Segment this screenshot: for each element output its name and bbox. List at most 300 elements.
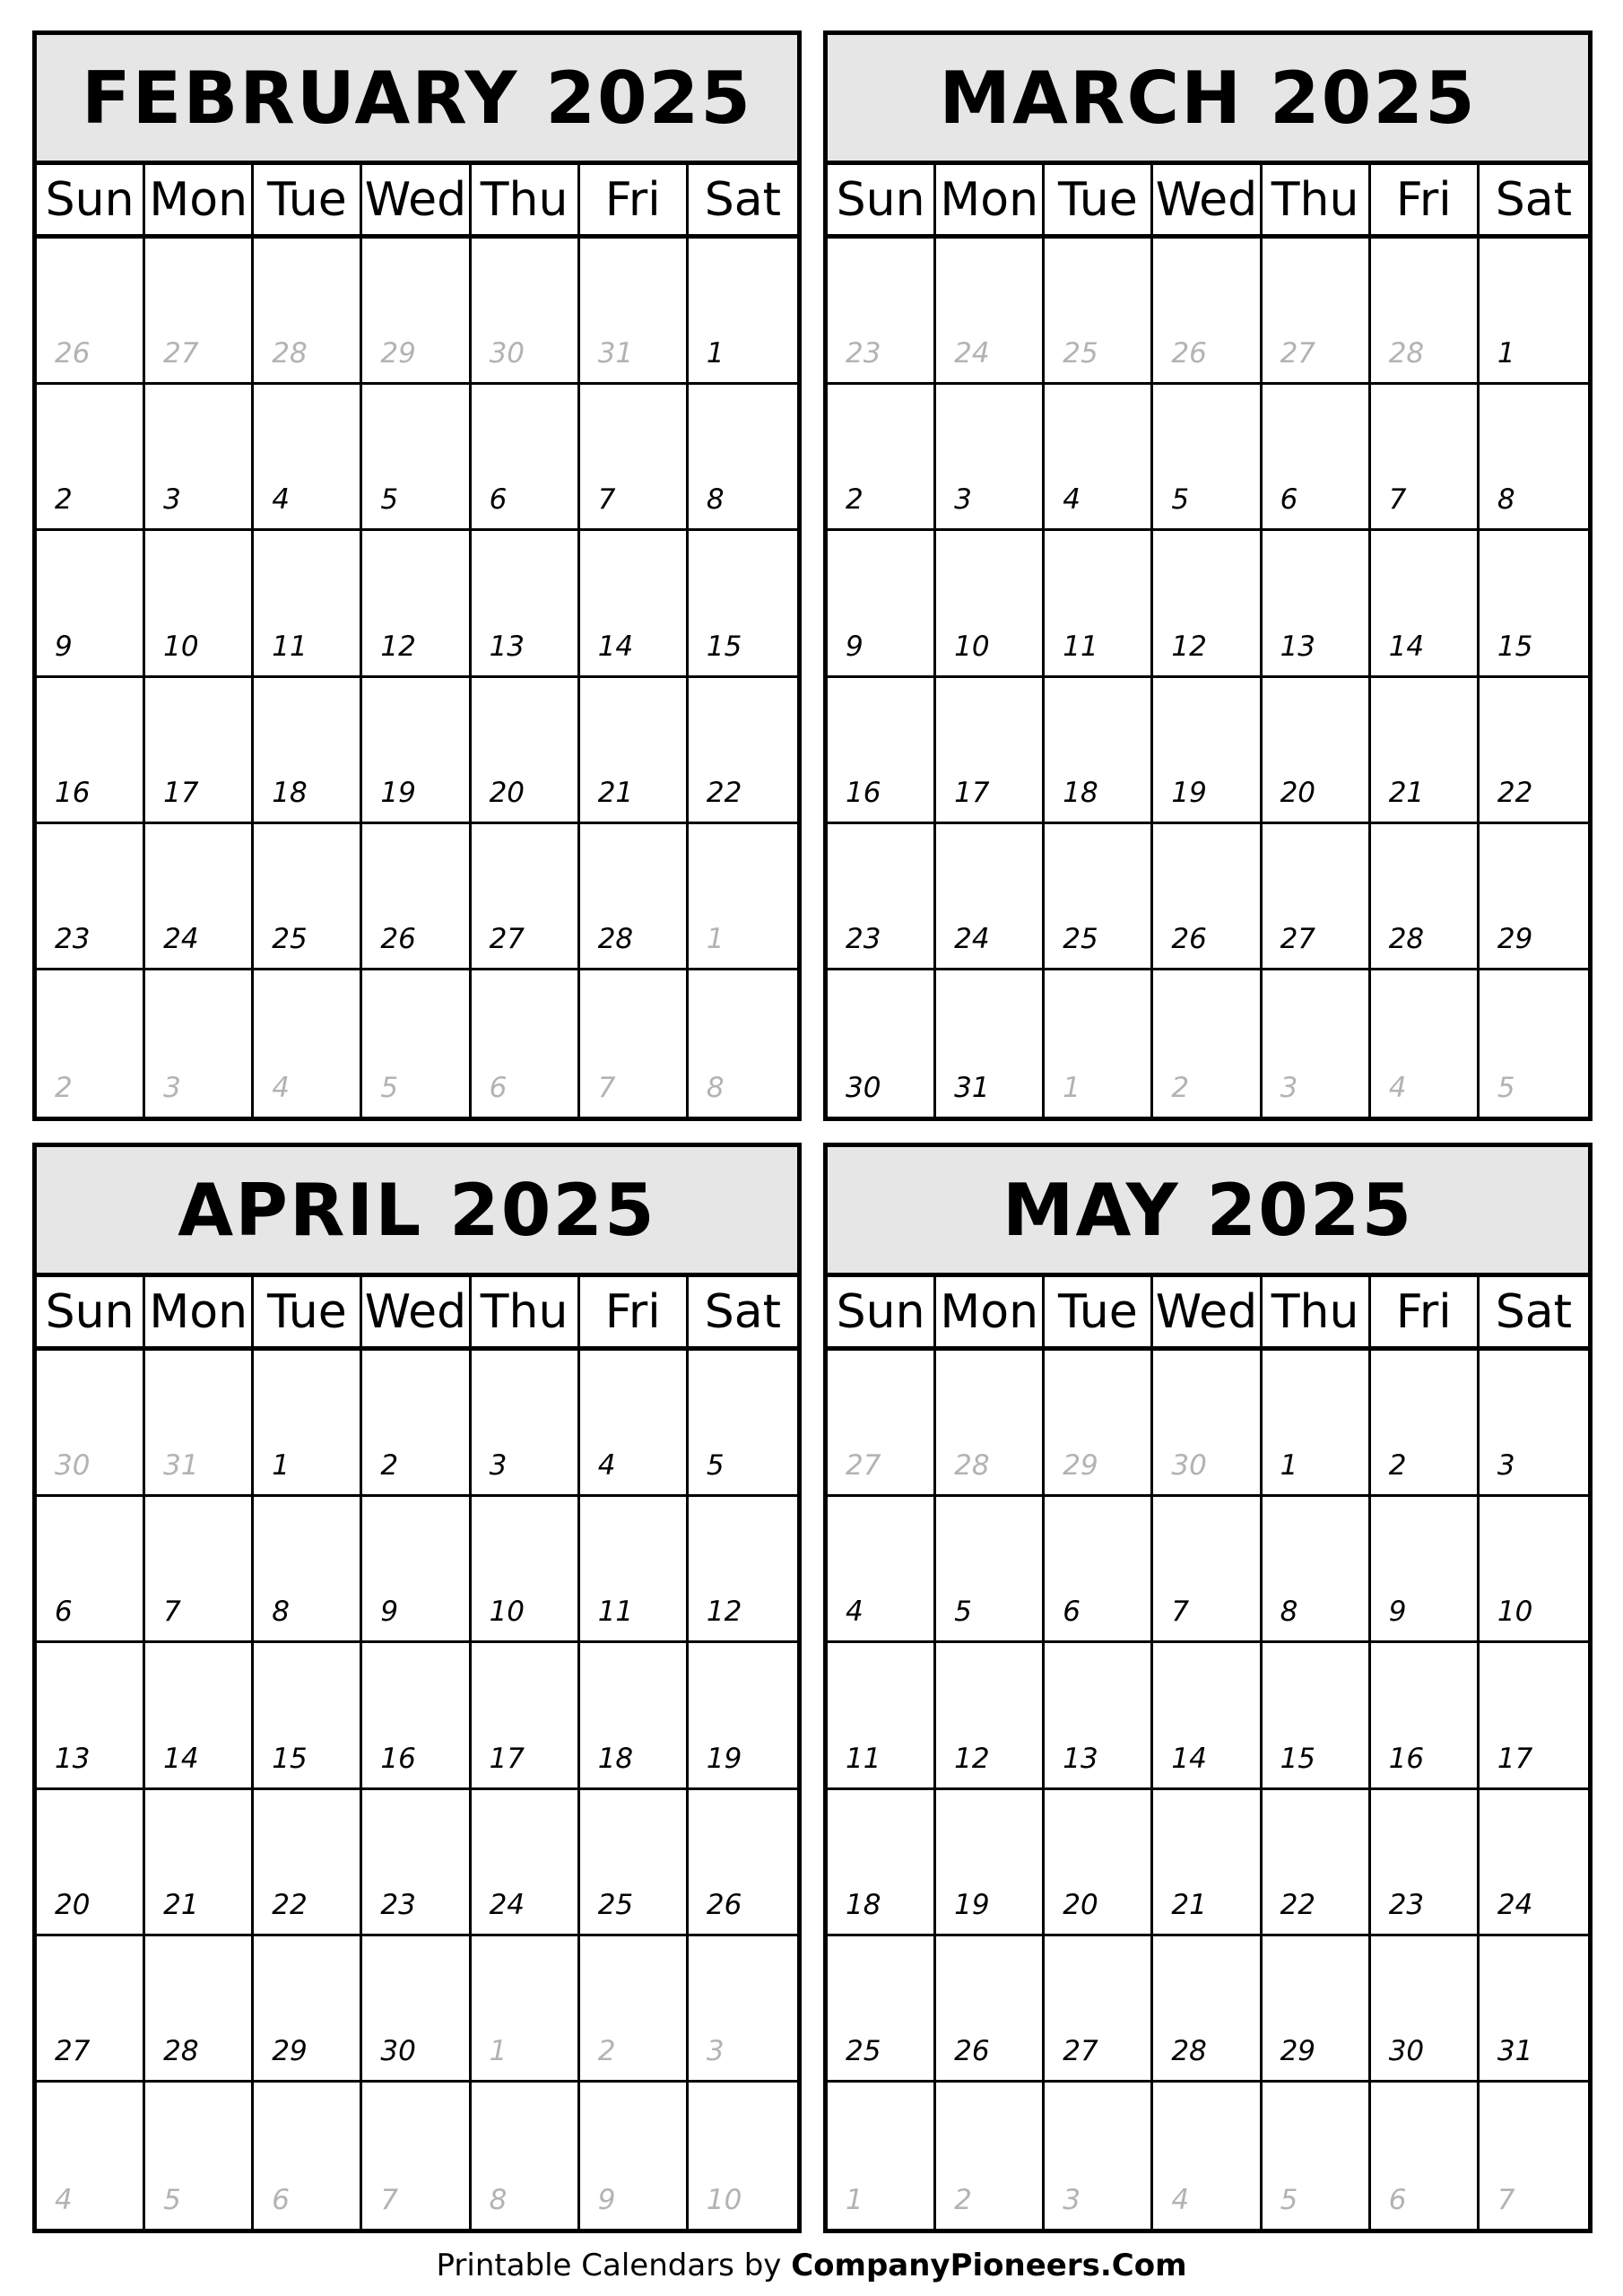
day-number-other-month: 30 [489, 337, 525, 370]
day-cell [1480, 1351, 1588, 1497]
day-number: 27 [55, 2034, 91, 2067]
day-number: 26 [380, 922, 416, 955]
day-cell [145, 1936, 254, 2083]
day-cell [936, 531, 1045, 677]
day-cell [1263, 1936, 1371, 2083]
day-number: 17 [489, 1742, 525, 1775]
day-cell [936, 385, 1045, 531]
day-cell [1371, 1643, 1480, 1789]
day-number-other-month: 27 [163, 337, 199, 370]
day-number-other-month: 31 [597, 337, 634, 370]
day-cell [936, 1936, 1045, 2083]
day-cell [254, 239, 362, 385]
weekday-label: Sun [828, 1277, 936, 1346]
day-number: 25 [597, 1888, 634, 1921]
day-cell [37, 970, 145, 1117]
day-cell [1153, 1790, 1262, 1936]
day-number: 4 [597, 1449, 616, 1483]
day-cell [828, 1497, 936, 1643]
day-cell [362, 2083, 471, 2229]
day-number-other-month: 3 [1063, 2184, 1081, 2216]
day-number: 16 [380, 1742, 416, 1775]
weekday-label: Mon [145, 1277, 254, 1346]
day-number: 23 [380, 1888, 416, 1921]
day-number: 25 [272, 922, 308, 955]
day-number: 13 [489, 630, 525, 663]
day-cell [472, 1936, 580, 2083]
day-cell [37, 531, 145, 677]
day-number: 25 [1063, 922, 1098, 955]
day-number: 8 [1280, 1596, 1298, 1629]
day-cell [254, 970, 362, 1117]
day-number: 3 [954, 483, 972, 517]
weekday-label: Thu [472, 1277, 580, 1346]
day-cell [145, 1643, 254, 1789]
day-cell [145, 824, 254, 970]
day-number: 7 [163, 1596, 181, 1629]
day-cell [37, 1643, 145, 1789]
day-cell [362, 1643, 471, 1789]
weekday-label: Sun [37, 165, 145, 234]
day-number-other-month: 7 [597, 1072, 616, 1104]
day-cell [472, 824, 580, 970]
day-cell [936, 239, 1045, 385]
weekday-label: Wed [362, 1277, 471, 1346]
day-cell [1045, 385, 1153, 531]
day-cell [1153, 385, 1262, 531]
day-number-other-month: 2 [55, 1072, 73, 1104]
day-cell [37, 385, 145, 531]
day-cell [828, 1643, 936, 1789]
day-number-other-month: 4 [1388, 1072, 1407, 1104]
day-number: 27 [1280, 922, 1316, 955]
day-number-other-month: 28 [272, 337, 308, 370]
day-cell [1045, 1497, 1153, 1643]
day-number-other-month: 3 [163, 1072, 181, 1104]
day-number: 3 [163, 483, 181, 517]
day-number-other-month: 8 [489, 2184, 508, 2216]
day-number: 29 [1497, 922, 1533, 955]
day-cell [1263, 385, 1371, 531]
day-cell [254, 824, 362, 970]
day-cell [1045, 824, 1153, 970]
weekday-label: Wed [1153, 1277, 1262, 1346]
weekday-label: Sat [704, 172, 782, 227]
weekday-label: Sat [704, 1284, 782, 1339]
day-cell [1263, 970, 1371, 1117]
day-cell [362, 824, 471, 970]
day-cell [1480, 385, 1588, 531]
day-number-other-month: 1 [846, 2184, 864, 2216]
day-cell [828, 531, 936, 677]
day-number: 10 [954, 630, 990, 663]
day-number-other-month: 4 [55, 2184, 73, 2216]
day-cell [580, 824, 689, 970]
day-number: 20 [1280, 776, 1316, 809]
day-cell [362, 239, 471, 385]
day-number-other-month: 28 [954, 1449, 990, 1483]
day-number-other-month: 3 [706, 2034, 725, 2067]
day-grid [37, 239, 797, 1117]
calendar-april [32, 1143, 802, 2233]
day-cell [689, 385, 797, 531]
day-number-other-month: 27 [1280, 337, 1316, 370]
day-cell [1263, 678, 1371, 824]
day-cell [254, 1643, 362, 1789]
weekday-label: Tue [1045, 1277, 1153, 1346]
day-cell [1045, 531, 1153, 677]
day-number-other-month: 24 [954, 337, 990, 370]
day-cell [580, 1643, 689, 1789]
day-number: 12 [1171, 630, 1207, 663]
calendar-may [823, 1143, 1593, 2233]
day-cell [1153, 1497, 1262, 1643]
weekday-header-row [37, 1277, 797, 1351]
day-number-other-month: 30 [55, 1449, 91, 1483]
day-cell [828, 2083, 936, 2229]
day-number: 5 [954, 1596, 972, 1629]
day-number: 28 [1388, 922, 1425, 955]
day-number: 19 [380, 776, 416, 809]
day-number-other-month: 1 [706, 922, 725, 955]
day-number: 23 [846, 922, 881, 955]
weekday-label: Wed [1153, 165, 1262, 234]
day-cell [472, 239, 580, 385]
day-number: 11 [272, 630, 308, 663]
day-cell [828, 1936, 936, 2083]
day-number-other-month: 28 [1388, 337, 1425, 370]
day-number: 31 [1497, 2034, 1533, 2067]
day-number: 29 [1280, 2034, 1316, 2067]
day-number: 20 [489, 776, 525, 809]
day-number-other-month: 5 [380, 1072, 399, 1104]
day-cell [580, 2083, 689, 2229]
day-number-other-month: 9 [597, 2184, 616, 2216]
day-cell [1045, 1351, 1153, 1497]
day-cell [1480, 239, 1588, 385]
day-number: 30 [380, 2034, 416, 2067]
day-cell [580, 1351, 689, 1497]
day-cell [37, 1936, 145, 2083]
day-number: 12 [706, 1596, 742, 1629]
day-number: 18 [1063, 776, 1098, 809]
day-number: 26 [1171, 922, 1207, 955]
day-cell [362, 678, 471, 824]
day-number-other-month: 8 [706, 1072, 725, 1104]
day-cell [1371, 1936, 1480, 2083]
day-cell [254, 1351, 362, 1497]
day-number-other-month: 2 [597, 2034, 616, 2067]
day-cell [254, 2083, 362, 2229]
day-cell [1153, 824, 1262, 970]
day-cell [1045, 1790, 1153, 1936]
day-grid [37, 1351, 797, 2229]
day-number-other-month: 2 [1171, 1072, 1190, 1104]
day-number: 10 [163, 630, 199, 663]
day-cell [580, 385, 689, 531]
day-number: 27 [489, 922, 525, 955]
day-number: 22 [1497, 776, 1533, 809]
day-cell [580, 1790, 689, 1936]
day-number-other-month: 23 [846, 337, 881, 370]
day-cell [936, 1643, 1045, 1789]
day-cell [689, 1351, 797, 1497]
day-cell [1371, 239, 1480, 385]
day-number: 30 [846, 1072, 881, 1104]
day-cell [580, 531, 689, 677]
day-number: 5 [1171, 483, 1190, 517]
day-cell [828, 239, 936, 385]
day-cell [1153, 1351, 1262, 1497]
day-number-other-month: 30 [1171, 1449, 1207, 1483]
day-cell [1263, 1790, 1371, 1936]
footer-credit [0, 2248, 1623, 2283]
day-number: 5 [380, 483, 399, 517]
day-number: 27 [1063, 2034, 1098, 2067]
day-cell [1371, 824, 1480, 970]
day-cell [254, 385, 362, 531]
day-number: 9 [1388, 1596, 1407, 1629]
day-cell [145, 385, 254, 531]
day-cell [1371, 385, 1480, 531]
day-number: 18 [272, 776, 308, 809]
day-cell [472, 385, 580, 531]
day-cell [936, 1790, 1045, 1936]
day-number-other-month: 5 [1280, 2184, 1298, 2216]
day-cell [580, 1936, 689, 2083]
weekday-label: Tue [254, 1277, 362, 1346]
day-cell [362, 1497, 471, 1643]
day-number: 21 [1171, 1888, 1207, 1921]
day-number: 8 [272, 1596, 291, 1629]
day-cell [472, 1351, 580, 1497]
day-number: 28 [597, 922, 634, 955]
day-number-other-month: 29 [380, 337, 416, 370]
day-number: 25 [846, 2034, 881, 2067]
weekday-label: Fri [1371, 1277, 1480, 1346]
day-cell [1045, 2083, 1153, 2229]
day-cell [1153, 531, 1262, 677]
day-number: 15 [1497, 630, 1533, 663]
day-number: 3 [1497, 1449, 1515, 1483]
day-number: 14 [1171, 1742, 1207, 1775]
day-cell [1263, 531, 1371, 677]
day-cell [936, 1351, 1045, 1497]
day-number-other-month: 1 [489, 2034, 508, 2067]
day-number: 22 [706, 776, 742, 809]
day-number: 18 [846, 1888, 881, 1921]
day-cell [472, 1643, 580, 1789]
day-cell [580, 239, 689, 385]
weekday-label: Sun [828, 165, 936, 234]
day-cell [580, 1497, 689, 1643]
weekday-label: Tue [1045, 165, 1153, 234]
day-number: 10 [1497, 1596, 1533, 1629]
day-number: 19 [706, 1742, 742, 1775]
day-cell [1045, 239, 1153, 385]
day-cell [689, 678, 797, 824]
day-number: 14 [1388, 630, 1425, 663]
day-cell [362, 385, 471, 531]
day-cell [1371, 2083, 1480, 2229]
day-cell [1045, 1643, 1153, 1789]
day-number: 28 [163, 2034, 199, 2067]
day-number: 24 [163, 922, 199, 955]
day-cell [828, 1351, 936, 1497]
day-cell [37, 2083, 145, 2229]
day-cell [145, 1351, 254, 1497]
day-number: 15 [272, 1742, 308, 1775]
day-number-other-month: 2 [954, 2184, 972, 2216]
day-number: 24 [954, 922, 990, 955]
weekday-label: Fri [580, 1277, 689, 1346]
month-title: MAY 2025 [828, 1147, 1588, 1277]
day-cell [936, 970, 1045, 1117]
day-number: 16 [1388, 1742, 1425, 1775]
day-cell [362, 1790, 471, 1936]
day-number-other-month: 6 [489, 1072, 508, 1104]
day-cell [1263, 1643, 1371, 1789]
weekday-header-row [828, 165, 1588, 239]
day-cell [1480, 970, 1588, 1117]
day-grid [828, 1351, 1588, 2229]
day-cell [254, 1497, 362, 1643]
day-number: 14 [597, 630, 634, 663]
day-number-other-month: 29 [1063, 1449, 1098, 1483]
day-cell [1153, 678, 1262, 824]
day-number: 15 [706, 630, 742, 663]
day-cell [936, 1497, 1045, 1643]
day-cell [689, 239, 797, 385]
day-cell [1153, 1643, 1262, 1789]
day-cell [37, 1497, 145, 1643]
day-cell [145, 1790, 254, 1936]
day-number: 22 [1280, 1888, 1316, 1921]
weekday-label: Mon [936, 165, 1045, 234]
day-number: 2 [846, 483, 864, 517]
day-number: 21 [1388, 776, 1425, 809]
day-number-other-month: 5 [1497, 1072, 1515, 1104]
day-number: 14 [163, 1742, 199, 1775]
day-number: 2 [1388, 1449, 1407, 1483]
day-number: 15 [1280, 1742, 1316, 1775]
day-cell [828, 1790, 936, 1936]
day-number: 20 [55, 1888, 91, 1921]
day-number: 17 [163, 776, 199, 809]
day-number: 10 [489, 1596, 525, 1629]
day-cell [689, 1643, 797, 1789]
day-number: 12 [954, 1742, 990, 1775]
day-number: 9 [380, 1596, 399, 1629]
day-number: 8 [1497, 483, 1515, 517]
day-cell [580, 970, 689, 1117]
day-cell [1153, 1936, 1262, 2083]
day-cell [145, 2083, 254, 2229]
day-cell [37, 678, 145, 824]
day-cell [1263, 1497, 1371, 1643]
day-cell [1263, 824, 1371, 970]
day-number-other-month: 26 [1171, 337, 1207, 370]
day-number: 7 [1388, 483, 1407, 517]
day-number: 21 [597, 776, 634, 809]
day-cell [472, 1790, 580, 1936]
day-cell [1153, 970, 1262, 1117]
day-cell [145, 1497, 254, 1643]
day-number: 18 [597, 1742, 634, 1775]
day-number: 7 [1171, 1596, 1190, 1629]
day-cell [1263, 2083, 1371, 2229]
day-number: 6 [1063, 1596, 1081, 1629]
day-cell [37, 239, 145, 385]
day-cell [936, 678, 1045, 824]
day-number: 28 [1171, 2034, 1207, 2067]
day-number: 4 [1063, 483, 1081, 517]
weekday-label: Sat [1495, 172, 1573, 227]
day-number: 12 [380, 630, 416, 663]
day-number: 13 [1063, 1742, 1098, 1775]
day-number: 8 [706, 483, 725, 517]
day-cell [254, 678, 362, 824]
day-number: 6 [1280, 483, 1298, 517]
day-number: 23 [55, 922, 91, 955]
day-cell [1371, 970, 1480, 1117]
day-number: 13 [55, 1742, 91, 1775]
day-grid [828, 239, 1588, 1117]
day-cell [472, 2083, 580, 2229]
day-cell [362, 1351, 471, 1497]
day-cell [1480, 824, 1588, 970]
day-cell [689, 531, 797, 677]
day-number-other-month: 1 [1063, 1072, 1081, 1104]
weekday-label: Mon [936, 1277, 1045, 1346]
day-number: 1 [1280, 1449, 1298, 1483]
day-cell [689, 1790, 797, 1936]
day-cell [1371, 1497, 1480, 1643]
weekday-label: Thu [1263, 1277, 1371, 1346]
day-cell [472, 970, 580, 1117]
day-cell [472, 531, 580, 677]
day-cell [37, 1790, 145, 1936]
day-cell [37, 1351, 145, 1497]
day-number-other-month: 5 [163, 2184, 181, 2216]
day-cell [689, 2083, 797, 2229]
day-number-other-month: 3 [1280, 1072, 1298, 1104]
day-number: 2 [380, 1449, 399, 1483]
day-number: 4 [272, 483, 291, 517]
day-cell [1480, 678, 1588, 824]
weekday-label: Thu [1263, 165, 1371, 234]
day-cell [1480, 1936, 1588, 2083]
weekday-label: Sun [37, 1277, 145, 1346]
day-cell [1263, 239, 1371, 385]
day-number: 17 [1497, 1742, 1533, 1775]
day-cell [1480, 2083, 1588, 2229]
day-cell [254, 1936, 362, 2083]
day-cell [1045, 678, 1153, 824]
weekday-label: Mon [145, 165, 254, 234]
day-cell [689, 970, 797, 1117]
day-number: 4 [846, 1596, 864, 1629]
day-number: 22 [272, 1888, 308, 1921]
day-cell [689, 824, 797, 970]
day-number-other-month: 27 [846, 1449, 881, 1483]
day-cell [254, 1790, 362, 1936]
day-number: 13 [1280, 630, 1316, 663]
day-number: 29 [272, 2034, 308, 2067]
day-cell [145, 239, 254, 385]
day-number-other-month: 6 [1388, 2184, 1407, 2216]
day-cell [145, 970, 254, 1117]
